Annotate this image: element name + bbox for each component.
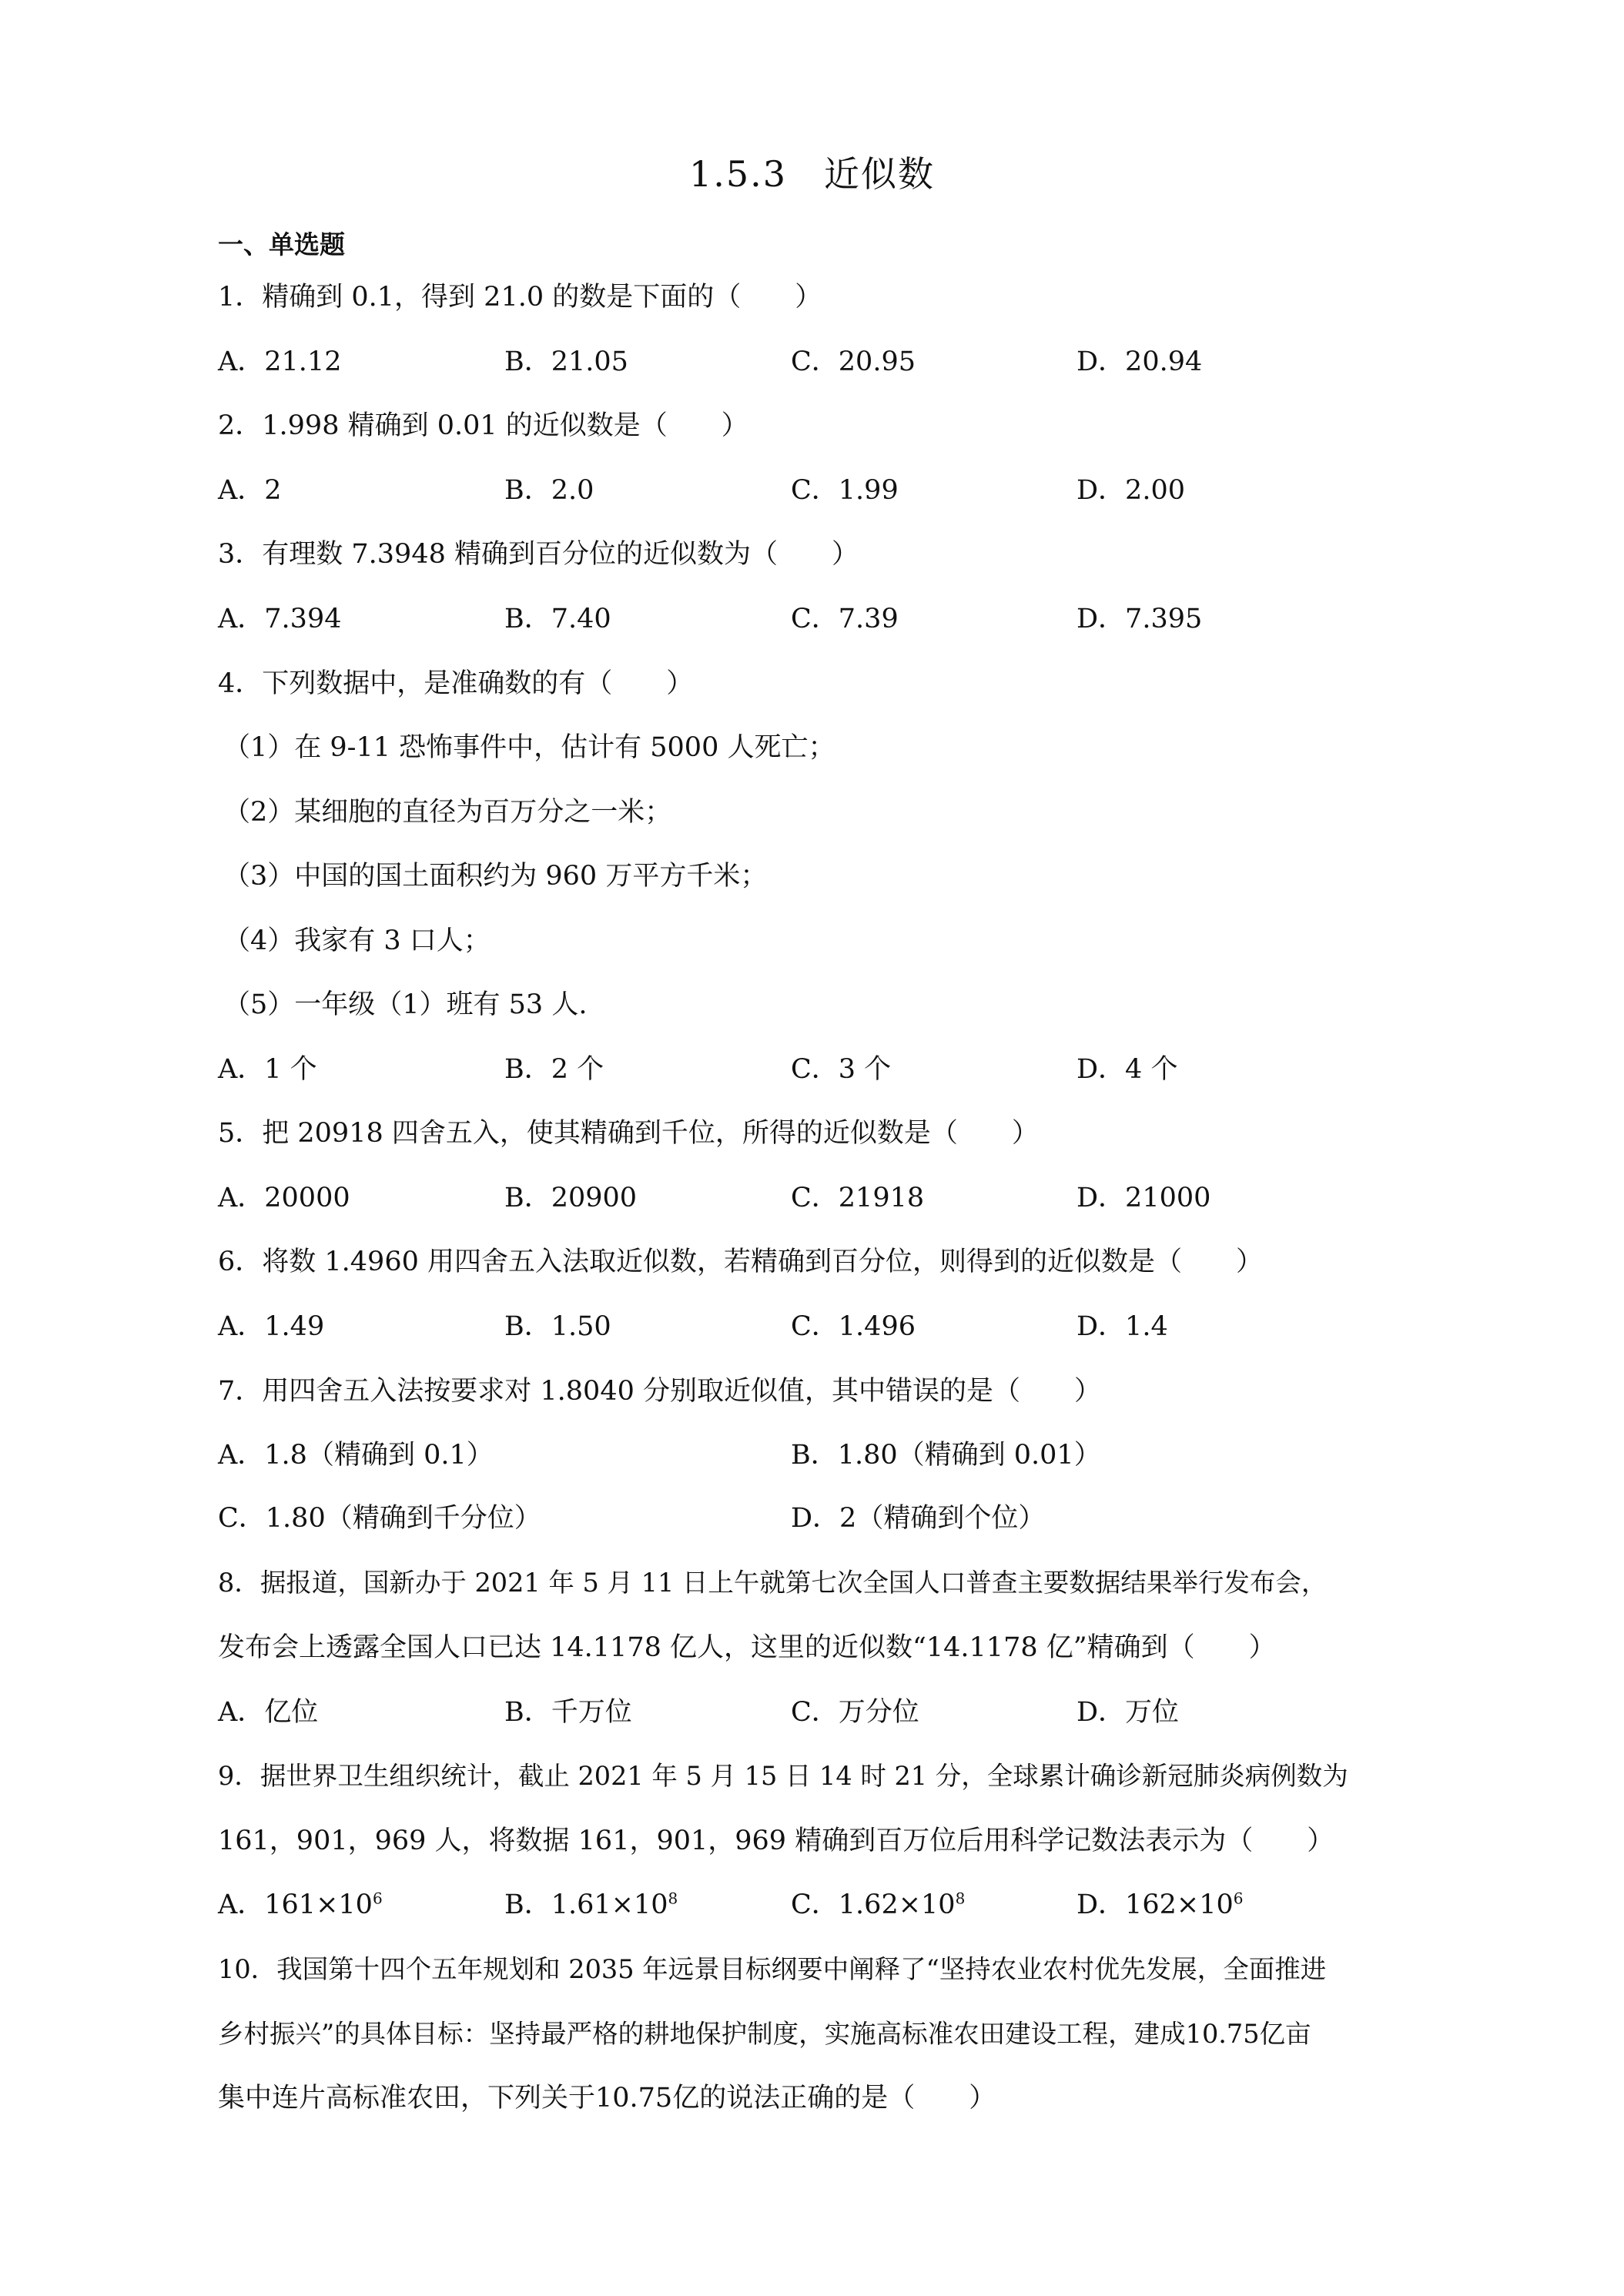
question-1-option-b: B．21.05 [504, 346, 628, 377]
question-9-option-b: B．$1.61\times 10^8$ [504, 1889, 678, 1920]
question-1-stem: 1．精确到 0.1，得到 21.0 的数是下面的（ ） [218, 282, 822, 313]
question-3-stem: 3．有理数 7.3948 精确到百分位的近似数为（ ） [218, 539, 859, 570]
question-2-option-a: A．2 [218, 475, 282, 506]
question-4-option-a: A．1 个 [218, 1054, 317, 1085]
question-4-option-d: D．4 个 [1077, 1054, 1178, 1085]
question-1-option-d: D．20.94 [1077, 346, 1203, 377]
question-6-option-d: D．1.4 [1077, 1311, 1168, 1342]
question-7-option-d: D．2（精确到个位） [791, 1503, 1046, 1534]
question-9-stem-line: 161，901，969 人，将数据 161，901，969 精确到百万位后用科学记数法表示为（ ） [218, 1826, 1334, 1856]
question-10-stem-line: 10．我国第十四个五年规划和 2035 年远景目标纲要中阐释了“坚持农业农村优先发展，全面推进 [218, 1954, 1327, 1984]
question-3-option-a: A．7.394 [218, 604, 342, 634]
question-2-stem: 2．1.998 精确到 0.01 的近似数是（ ） [218, 410, 748, 441]
question-4-stem: 4．下列数据中，是准确数的有（ ） [218, 668, 694, 699]
question-8-stem-line: 发布会上透露全国人口已达 14.1178 亿人，这里的近似数“14.1178 亿”精确到（ ） [218, 1632, 1276, 1663]
question-8-option-c: C．万分位 [791, 1697, 919, 1728]
question-4-item: （4）我家有 3 口人； [223, 925, 491, 956]
question-8-stem-line: 8．据报道，国新办于 2021 年 5 月 11 日上午就第七次全国人口普查主要数据结果举行发布会， [218, 1568, 1328, 1598]
question-6-option-b: B．1.50 [504, 1311, 611, 1342]
question-3-option-d: D．7.395 [1077, 604, 1203, 634]
question-4-item: （1）在 9-11 恐怖事件中，估计有 5000 人死亡； [223, 732, 835, 763]
question-8-option-a: A．亿位 [218, 1697, 319, 1728]
question-4-option-b: B．2 个 [504, 1054, 604, 1085]
question-7-option-b: B．1.80（精确到 0.01） [791, 1440, 1101, 1471]
question-9-option-c: C．$1.62\times 10^8$ [791, 1889, 966, 1920]
question-9-option-d: D．$162\times 10^6$ [1077, 1889, 1244, 1920]
question-4-item: （5）一年级（1）班有 53 人. [223, 989, 588, 1020]
question-6-option-a: A．1.49 [218, 1311, 325, 1342]
document-title: 1.5.3 近似数 [688, 153, 936, 195]
question-8-option-d: D．万位 [1077, 1697, 1180, 1728]
question-8-option-b: B．千万位 [504, 1697, 632, 1728]
question-5-option-b: B．20900 [504, 1183, 638, 1213]
question-7-option-c: C．1.80（精确到千分位） [218, 1503, 541, 1534]
question-4-item: （3）中国的国土面积约为 960 万平方千米； [223, 861, 768, 892]
question-9-stem-line: 9．据世界卫生组织统计，截止 2021 年 5 月 15 日 14 时 21 分，全球累计确诊新冠肺炎病例数为 [218, 1761, 1348, 1791]
question-6-stem: 6．将数 1.4960 用四舍五入法取近似数，若精确到百分位，则得到的近似数是（ ） [218, 1247, 1263, 1277]
question-7-stem: 7．用四舍五入法按要求对 1.8040 分别取近似值，其中错误的是（ ） [218, 1376, 1101, 1407]
question-4-option-c: C．3 个 [791, 1054, 892, 1085]
question-4-item: （2）某细胞的直径为百万分之一米； [223, 797, 672, 828]
question-2-option-b: B．2.0 [504, 475, 594, 506]
question-10-stem-line: 集中连片高标准农田，下列关于10.75亿的说法正确的是（ ） [218, 2083, 996, 2114]
section-heading: 一、单选题 [218, 229, 345, 259]
question-10-stem-line: 乡村振兴”的具体目标：坚持最严格的耕地保护制度，实施高标准农田建设工程，建成10.75亿亩 [218, 2019, 1311, 2049]
question-5-option-d: D．21000 [1077, 1183, 1211, 1213]
question-1-option-a: A．21.12 [218, 346, 342, 377]
question-9-option-a: A．$161\times 10^6$ [218, 1889, 383, 1920]
question-1-option-c: C．20.95 [791, 346, 916, 377]
question-6-option-c: C．1.496 [791, 1311, 916, 1342]
question-7-option-a: A．1.8（精确到 0.1） [218, 1440, 494, 1471]
question-3-option-b: B．7.40 [504, 604, 611, 634]
question-3-option-c: C．7.39 [791, 604, 899, 634]
question-2-option-c: C．1.99 [791, 475, 899, 506]
question-5-option-a: A．20000 [218, 1183, 350, 1213]
question-2-option-d: D．2.00 [1077, 475, 1185, 506]
question-5-stem: 5．把 20918 四舍五入，使其精确到千位，所得的近似数是（ ） [218, 1118, 1039, 1149]
question-5-option-c: C．21918 [791, 1183, 925, 1213]
